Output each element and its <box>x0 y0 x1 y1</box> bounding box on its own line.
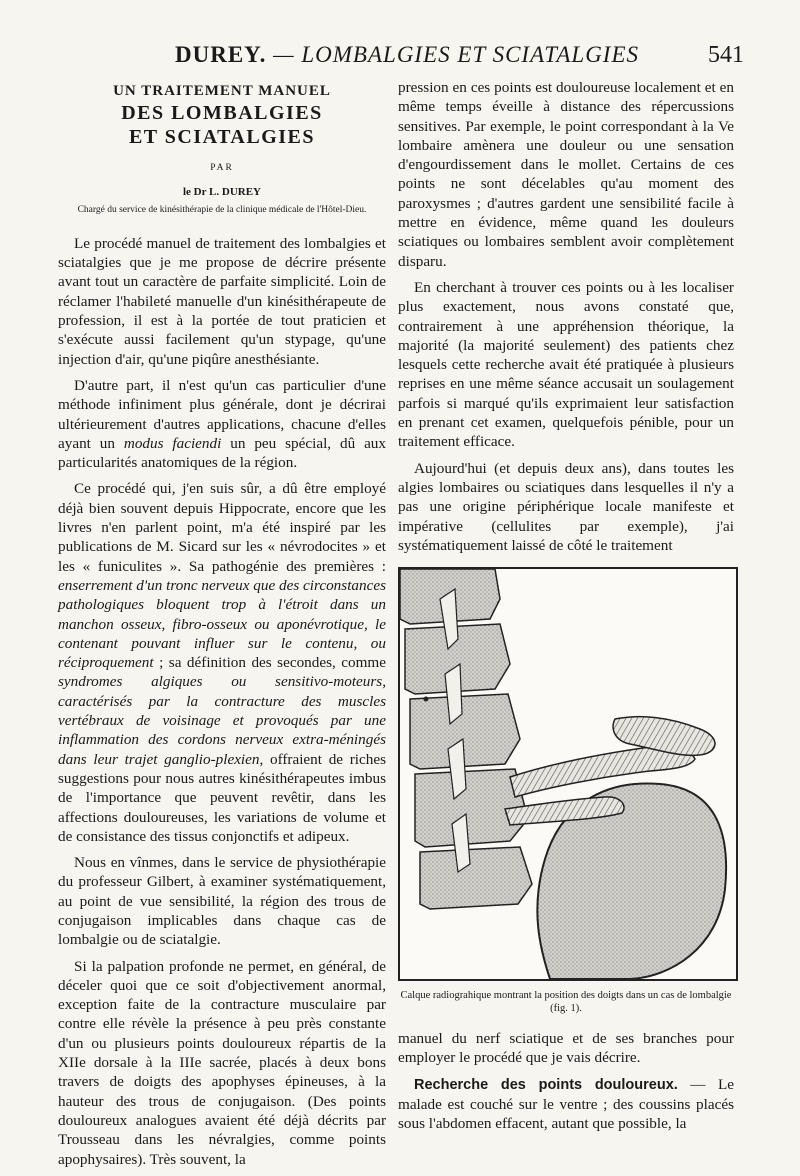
text-run: Ce procédé qui, j'en suis sûr, a dû être employé déjà bien souvent depuis Hippocrate, encore que les livres n'en parlent point, m'a été inspiré par les publications de M. Sicard sur les « névrodocites » et les « funiculites ». Sa pathogénie des premières : <box>58 480 386 575</box>
byline-par: PAR <box>210 163 234 174</box>
paragraph: pression en ces points est douloureuse localement et en même temps éveille à distance des répercussions sensitives. Par exemple, le point correspondant à la Ve lombaire amènera une douleur ou une sensation d'engourdissement dans le mollet. Certains de ces points ne sont décelables qu'au moment des paroxysmes ; d'autres gardent une sensibilité facile à mettre en évidence, même quand les douleurs sciatiques ou lombaires semblent avoir complètement disparu. <box>398 79 734 270</box>
article-supertitle: UN TRAITEMENT MANUEL <box>113 83 331 99</box>
figure-caption: Calque radiograhique montrant la position des doigts dans un cas de lombalgie (fig. 1). <box>400 990 732 1015</box>
text-run: un peu spécial, dû aux particularités anatomiques de la région. <box>58 434 386 472</box>
running-head-author: DUREY. <box>175 42 267 67</box>
left-column <box>58 78 386 1176</box>
text-run: ; sa définition des secondes, comme <box>153 654 386 672</box>
paragraph: Aujourd'hui (et depuis deux ans), dans toutes les algies lombaires ou sciatiques dans lesquelles il n'y a pas une origine périphérique locale manifeste et impérative (cellulites par exemple), j'ai systématiquement laissé de côté le traitement <box>398 459 734 554</box>
right-column <box>398 78 734 1141</box>
paragraph: Nous en vînmes, dans le service de physiothérapie du professeur Gilbert, à examiner systématiquement, au point de vue sensibilité, la région des trous de conjugaison implicables dans chaque cas de lombalgie ou de sciatalgie. <box>58 854 386 949</box>
paragraph <box>58 376 386 472</box>
article-title-line1: DES LOMBALGIES <box>121 102 323 125</box>
paragraph: En cherchant à trouver ces points ou à les localiser plus exactement, nous avons constaté que, contrairement à une appréhension théorique, la majorité (la majorité seulement) des patients chez lesquels cette recherche avait été pratiquée à plusieurs reprises en une même séance accusait un soulagement parfois si marqué qu'ils exprimaient leur satisfaction en prenant cet examen, quelquefois pénible, pour un traitement efficace. <box>398 278 734 451</box>
page-number: 541 <box>708 42 744 68</box>
article-header <box>58 82 386 216</box>
running-head-title: — LOMBALGIES ET SCIATALGIES <box>273 42 640 67</box>
paragraph: Si la palpation profonde ne permet, en général, de déceler quoi que ce soit d'objectivement anormal, exception faite de la contracture musculaire par contre elle révèle la présence à peu près constante d'un ou plusieurs points douloureux répartis de la XIIe dorsale à la IIIe sacrée, placés à deux bons travers de doigts des apophyses épineuses, à la hauteur des trous de conjugaison. (Des points douloureux analogues avaient été déjà décrits par Trousseau dans les névralgies, comme points apophysaires). Très souvent, la <box>58 957 386 1168</box>
text-run-italic: syndromes algiques ou sensitivo-moteurs, caractérisés par la contracture des muscles vertébraux de voisinage et provoqués par une inflammation des cordons nerveux extra-méningés dans leur trajet ganglio-plexien <box>58 673 386 768</box>
author-name: le Dr L. DUREY <box>182 185 261 198</box>
paragraph <box>398 1075 734 1134</box>
author-affiliation: Chargé du service de kinésithérapie de la clinique médicale de l'Hôtel-Dieu. <box>77 204 367 215</box>
paragraph <box>58 479 386 846</box>
article-title-line2: ET SCIATALGIES <box>128 126 316 149</box>
section-heading: Recherche des points douloureux. <box>414 1076 678 1093</box>
text-run-italic: modus faciendi <box>123 434 222 452</box>
text-run: , offraient de riches suggestions pour nous autres kinésithérapeutes imbus de l'importance que peuvent revêtir, dans les affections douloureuses, les variations de volume et de consistance des tissus conjonctifs et adipeux. <box>58 750 386 845</box>
text-run: D'autre part, il n'est qu'un cas particulier d'une méthode infiniment plus générale, dont je décrirai ultérieurement d'autres applications, chacune d'elles ayant un <box>58 376 386 452</box>
paragraph: manuel du nerf sciatique et de ses branches pour employer le procédé que je vais décrire. <box>398 1030 734 1067</box>
radiograph-figure <box>398 567 738 981</box>
text-run-italic: enserrement d'un tronc nerveux que des circonstances pathologiques bloquent trop à l'étroit dans un manchon osseux, fibro-osseux ou aponévrotique, le contenant pouvant influer sur le contenu, ou réciproquement <box>58 576 386 672</box>
running-head <box>0 38 800 70</box>
spine-tracing-illustration <box>400 569 736 979</box>
paragraph: Le procédé manuel de traitement des lombalgies et sciatalgies que je me propose de décrire présente avant tout un caractère de parfaite simplicité. Loin de réclamer l'habileté manuelle d'un kinésithérapeute de profession, il est à la portée de tout praticien et s'exécute aussi facilement qu'un stypage, qu'une injection d'air, qu'une piqûre anesthésiante. <box>58 234 386 368</box>
running-head-text <box>175 42 639 68</box>
text-run: — Le malade est couché sur le ventre ; des coussins placés sous l'abdomen effacent, autant que possible, la <box>398 1075 734 1133</box>
